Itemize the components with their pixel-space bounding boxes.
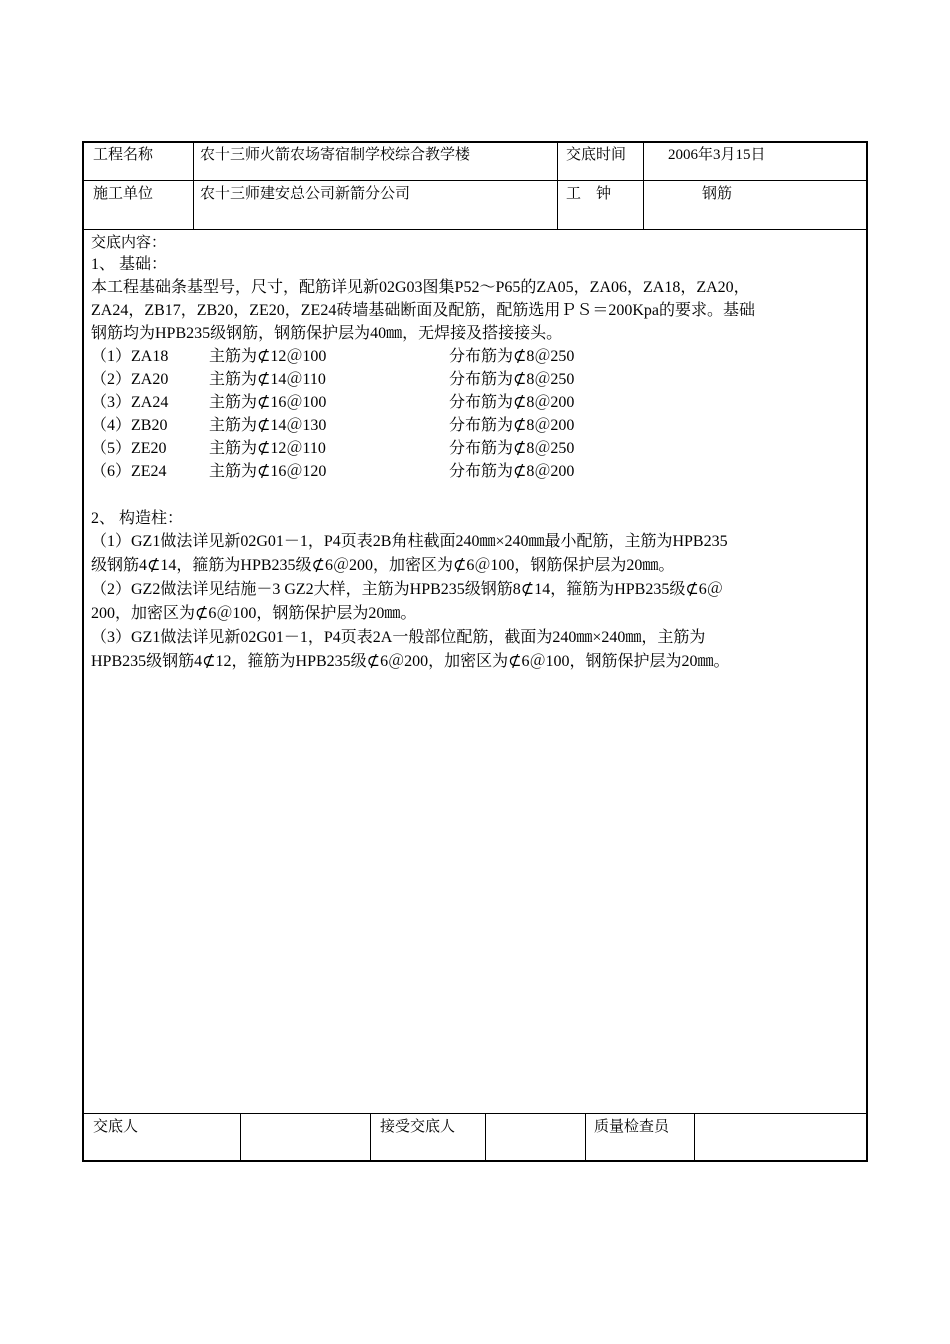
rebar-dist: 分布筋为⊄8＠250 [449, 348, 575, 365]
col-divider [240, 1113, 241, 1161]
rebar-row [91, 345, 861, 368]
unit-value: 农十三师建安总公司新箭分公司 [200, 186, 411, 202]
section-1-paragraph-line: ZA24，ZB17，ZB20，ZE20，ZE24砖墙基础断面及配筋，配筋选用ＰＳ＝200Kpa的要求。基础 [91, 302, 755, 319]
rebar-main: 主筋为⊄14＠110 [209, 371, 326, 388]
col-divider [370, 1113, 371, 1161]
col-divider [557, 141, 558, 229]
rebar-main: 主筋为⊄16＠100 [209, 394, 327, 411]
rebar-main: 主筋为⊄16＠120 [209, 463, 327, 480]
content-label: 交底内容： [91, 235, 167, 251]
rebar-id: （1）ZA18 [91, 348, 169, 365]
trade-value: 钢筋 [702, 186, 733, 202]
section-2-line: 200，加密区为⊄6＠100，钢筋保护层为20㎜。 [91, 605, 417, 622]
rebar-dist: 分布筋为⊄8＠200 [449, 463, 575, 480]
section-2-line: （1）GZ1做法详见新02G01－1，P4页表2B角柱截面240㎜×240㎜最小配筋，主筋为HPB235 [91, 533, 728, 550]
section-2-line: （3）GZ1做法详见新02G01－1，P4页表2A一般部位配筋，截面为240㎜×240㎜，主筋为 [91, 629, 706, 646]
section-2-line: 级钢筋4⊄14，箍筋为HPB235级⊄6＠200，加密区为⊄6＠100，钢筋保护层为20㎜。 [91, 557, 675, 574]
presenter-label: 交底人 [93, 1119, 139, 1135]
trade-label: 工 钟 [566, 186, 612, 202]
rebar-row [91, 437, 861, 460]
rebar-row [91, 414, 861, 437]
section-2-title: 2、 构造柱： [91, 510, 184, 527]
col-divider [193, 141, 194, 229]
rebar-id: （5）ZE20 [91, 440, 167, 457]
row-divider-footer [82, 1113, 868, 1114]
rebar-main: 主筋为⊄12＠100 [209, 348, 327, 365]
row-divider-header [82, 180, 868, 181]
col-divider [585, 1113, 586, 1161]
section-1-paragraph-line: 本工程基础条基型号，尺寸，配筋详见新02G03图集P52～P65的ZA05，ZA06，ZA18，ZA20， [91, 279, 750, 296]
col-divider [485, 1113, 486, 1161]
content-body [91, 233, 861, 674]
section-1-paragraph-line: 钢筋均为HPB235级钢筋，钢筋保护层为40㎜，无焊接及搭接接头。 [91, 325, 563, 342]
rebar-main: 主筋为⊄12＠110 [209, 440, 326, 457]
inspector-label: 质量检查员 [594, 1119, 670, 1135]
rebar-dist: 分布筋为⊄8＠250 [449, 440, 575, 457]
rebar-id: （4）ZB20 [91, 417, 168, 434]
unit-label: 施工单位 [93, 186, 154, 202]
project-name-value: 农十三师火箭农场寄宿制学校综合教学楼 [200, 147, 471, 163]
rebar-id: （2）ZA20 [91, 371, 169, 388]
section-2-line: HPB235级钢筋4⊄12，箍筋为HPB235级⊄6＠200，加密区为⊄6＠100，钢筋保护层为20㎜。 [91, 653, 730, 670]
receiver-label: 接受交底人 [380, 1119, 456, 1135]
col-divider [643, 141, 644, 229]
rebar-row [91, 368, 861, 391]
date-label: 交底时间 [566, 147, 627, 163]
section-2-line: （2）GZ2做法详见结施－3 GZ2大样，主筋为HPB235级钢筋8⊄14，箍筋为HPB235级⊄6＠ [91, 581, 723, 598]
rebar-id: （3）ZA24 [91, 394, 169, 411]
rebar-main: 主筋为⊄14＠130 [209, 417, 327, 434]
project-name-label: 工程名称 [93, 147, 154, 163]
rebar-dist: 分布筋为⊄8＠250 [449, 371, 575, 388]
rebar-dist: 分布筋为⊄8＠200 [449, 417, 575, 434]
rebar-row [91, 391, 861, 414]
row-divider-content [82, 229, 868, 230]
rebar-row [91, 460, 861, 483]
section-1-title: 1、 基础： [91, 256, 168, 273]
rebar-id: （6）ZE24 [91, 463, 167, 480]
rebar-dist: 分布筋为⊄8＠200 [449, 394, 575, 411]
date-value: 2006年3月15日 [668, 147, 766, 163]
col-divider [694, 1113, 695, 1161]
